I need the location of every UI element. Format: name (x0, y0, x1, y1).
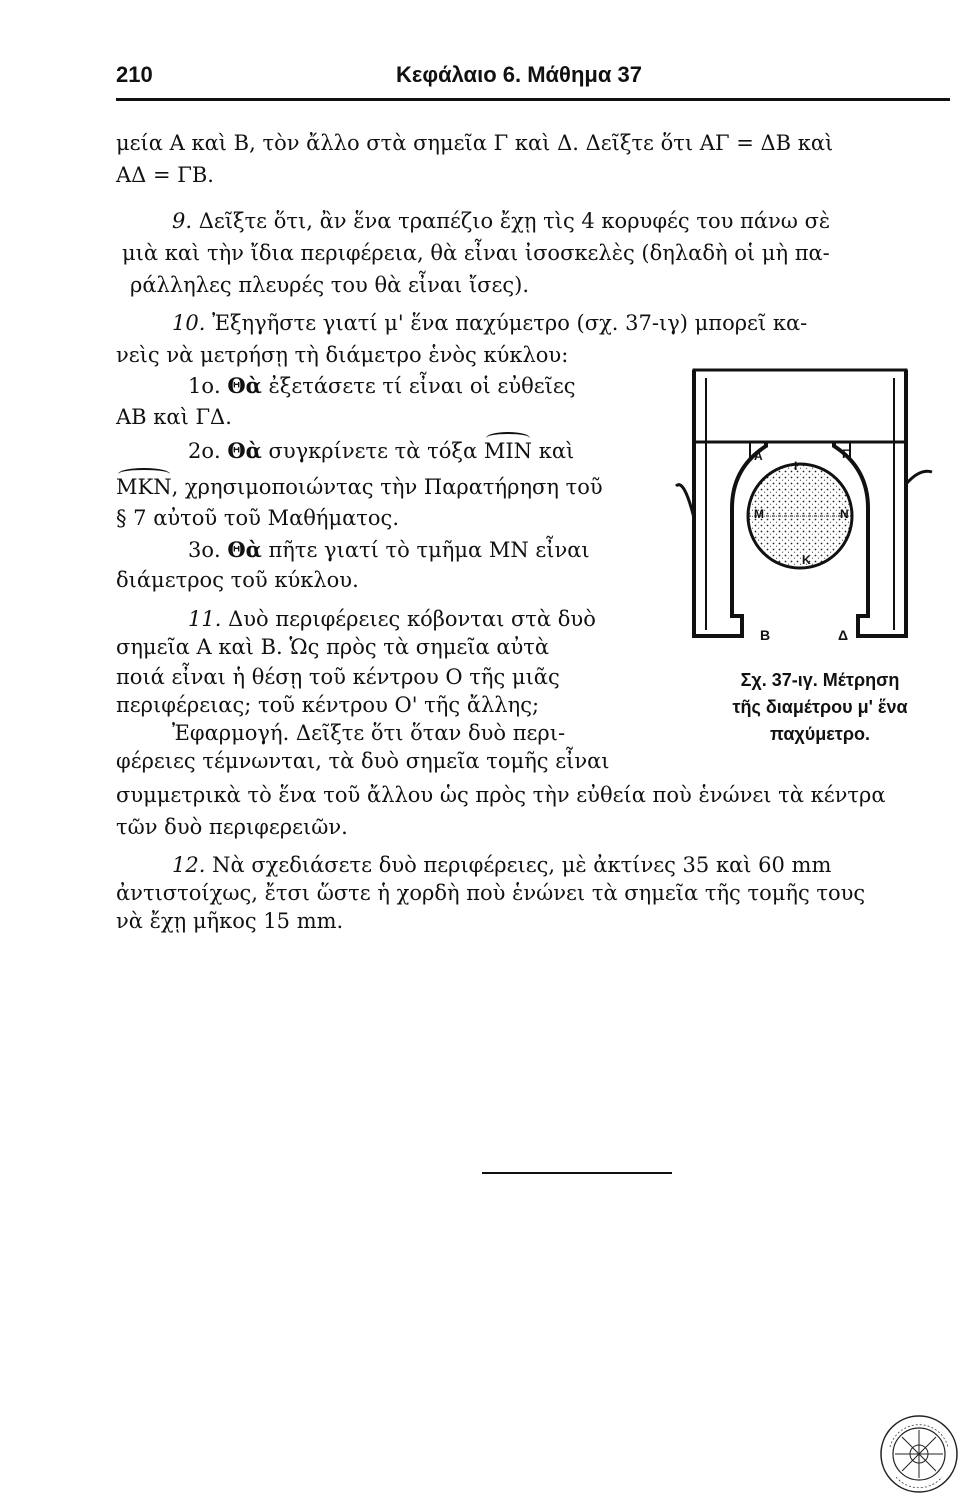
text-line (116, 474, 603, 500)
text-line: φέρειες τέμνωνται, τὰ δυὸ σημεῖα τομῆς εἶναι (116, 749, 610, 773)
arc-label: ΜΚΝ (116, 475, 172, 499)
text-line: διάμετρος τοῦ κύκλου. (116, 568, 359, 592)
label-k: K (802, 553, 811, 567)
exercise-text: Δυὸ περιφέρειες κόβονται στὰ δυὸ (221, 607, 596, 631)
sub-item-1 (188, 373, 575, 399)
page-header (116, 62, 950, 101)
sub-item-text: πῆτε γιατί τὸ τμῆμα ΜΝ εἶναι (261, 538, 590, 562)
foundation-seal-icon (878, 1413, 960, 1495)
label-b: B (760, 627, 771, 643)
exercise-text: Νὰ σχεδιάσετε δυὸ περιφέρειες, μὲ ἀκτίνες 35 καὶ 60 mm (205, 853, 832, 877)
exercise-9 (172, 208, 830, 234)
text-line: ποιά εἶναι ἡ θέσῃ τοῦ κέντρου Ο τῆς μιᾶς (116, 665, 560, 689)
label-m: M (754, 507, 764, 521)
exercise-text: Ἐξηγῆστε γιατί μ' ἕνα παχύμετρο (σχ. 37-ιγ) μπορεῖ κα- (205, 311, 808, 335)
text-line: περιφέρειας; τοῦ κέντρου Ο' τῆς ἄλλης; (116, 693, 540, 717)
text-line: νὰ ἔχῃ μῆκος 15 mm. (116, 909, 344, 933)
text-line: § 7 αὐτοῦ τοῦ Μαθήματος. (116, 506, 399, 530)
text-line: ΑΔ = ΓΒ. (116, 163, 214, 187)
sub-item-lead: Θὰ (227, 537, 262, 562)
sub-item-text: καὶ (532, 439, 575, 463)
sub-item-number: 2ο. (188, 439, 228, 463)
label-i: I (794, 459, 798, 473)
exercise-number: 9. (172, 209, 193, 233)
text-line: μιὰ καὶ τὴν ἴδια περιφέρεια, θὰ εἶναι ἰσοσκελὲς (δηλαδὴ οἱ μὴ πα- (122, 241, 830, 265)
exercise-10 (172, 310, 807, 336)
exercise-11 (188, 606, 596, 632)
label-delta: Δ (838, 627, 849, 643)
caliper-beam (694, 370, 906, 442)
sub-item-lead: Θὰ (227, 373, 262, 398)
exercise-12 (172, 852, 831, 878)
text-line: νεὶς νὰ μετρήσῃ τὴ διάμετρο ἑνὸς κύκλου: (116, 343, 569, 367)
figure-caption (700, 667, 940, 748)
text-line: Ἐφαρμογή. Δεῖξτε ὅτι ὅταν δυὸ περι- (172, 721, 566, 745)
arc-label: ΜΙΝ (483, 439, 533, 463)
caption-line: παχύμετρο. (770, 724, 870, 744)
text-line: συμμετρικὰ τὸ ἕνα τοῦ ἄλλου ὡς πρὸς τὴν εὐθεία ποὺ ἑνώνει τὰ κέντρα (116, 783, 886, 807)
sub-item-text: ἐξετάσετε τί εἶναι οἱ εὐθεῖες (261, 374, 576, 398)
sub-item-lead: Θὰ (227, 438, 262, 463)
text-line: τῶν δυὸ περιφερειῶν. (116, 815, 348, 839)
page-number: 210 (116, 62, 153, 87)
text-line: ΑΒ καὶ ΓΔ. (116, 405, 232, 429)
label-n: N (840, 507, 849, 521)
text-line: ράλληλες πλευρές του θὰ εἶναι ἴσες). (130, 273, 530, 297)
text-line: ἀντιστοίχως, ἔτσι ὥστε ἡ χορδὴ ποὺ ἑνώνει τὰ σημεῖα τῆς τομῆς τους (116, 881, 866, 905)
caption-line: τῆς διαμέτρου μ' ἕνα (732, 697, 908, 717)
sub-item-3 (188, 537, 590, 563)
label-gamma: Γ (842, 447, 850, 461)
exercise-number: 10. (172, 311, 206, 335)
caption-line: Σχ. 37-ιγ. Μέτρηση (740, 670, 900, 690)
running-title: Κεφάλαιο 6. Μάθημα 37 (396, 62, 642, 87)
exercise-number: 12. (172, 853, 206, 877)
sub-item-2 (188, 438, 574, 464)
sub-item-number: 1ο. (188, 374, 228, 398)
end-rule (482, 1172, 672, 1174)
line-text: , χρησιμοποιώντας τὴν Παρατήρηση τοῦ (171, 475, 603, 499)
text-line: μεία Α καὶ Β, τὸν ἄλλο στὰ σημεῖα Γ καὶ Δ. Δεῖξτε ὅτι ΑΓ = ΔΒ καὶ (116, 131, 834, 155)
exercise-text: Δεῖξτε ὅτι, ἂν ἕνα τραπέζιο ἔχῃ τὶς 4 κορυφές του πάνω σὲ (192, 209, 831, 233)
caliper-figure (670, 368, 938, 653)
text-line: σημεῖα Α καὶ Β. Ὡς πρὸς τὰ σημεῖα αὐτὰ (116, 635, 550, 659)
sub-item-text: συγκρίνετε τὰ τόξα (261, 439, 484, 463)
exercise-number: 11. (188, 607, 222, 631)
sub-item-number: 3ο. (188, 538, 228, 562)
label-a: A (754, 449, 763, 463)
